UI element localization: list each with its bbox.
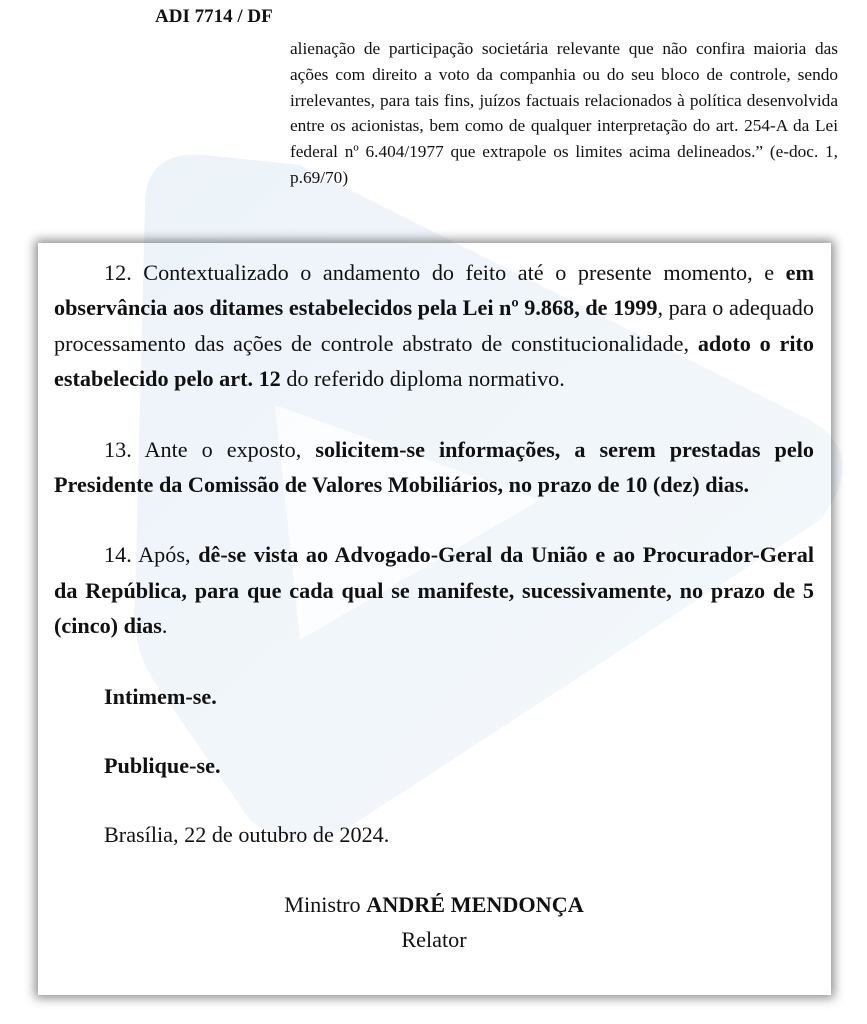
case-header: ADI 7714 / DF	[155, 6, 273, 27]
p13-text-a: 13. Ante o exposto,	[104, 436, 316, 462]
decision-card	[38, 243, 831, 995]
paragraph-14	[54, 537, 814, 643]
p13-bold-b: solicitem-se informações, a serem prestadas pelo Presidente da Comissão de Valores Mobiliários, no prazo de 10 (dez) dias.	[54, 436, 814, 498]
date-line: Brasília, 22 de outubro de 2024.	[104, 822, 390, 848]
signature-line	[54, 887, 814, 922]
intimem-line	[54, 679, 814, 714]
p12-text-e: do referido diploma normativo.	[280, 366, 565, 392]
p12-bold-b: em observância aos ditames estabelecidos pela Lei nº 9.868, de 1999	[54, 260, 814, 321]
signature-role: Relator	[401, 927, 467, 953]
p12-bold-d: adoto o rito estabelecido pelo art. 12	[54, 330, 814, 392]
intimem-text: Intimem-se.	[104, 683, 217, 709]
p14-text-c: .	[161, 613, 168, 639]
p14-bold-b: dê-se vista ao Advogado-Geral da União e ao Procurador-Geral da República, para que cada qual se manifeste, sucessivamente, no prazo de 5 (cinco) dias	[54, 542, 814, 639]
p12-text-a: 12. Contextualizado o andamento do feito até o presente momento, e	[104, 260, 786, 285]
signature-name: ANDRÉ MENDONÇA	[366, 891, 584, 917]
p14-text-a: 14. Após,	[104, 542, 199, 568]
p12-text-c: , para o adequado processamento das ações de controle abstrato de constitucionalidade,	[54, 295, 814, 356]
quoted-excerpt	[290, 36, 838, 191]
publique-line	[54, 748, 814, 783]
paragraph-12	[54, 255, 814, 397]
paragraph-13	[54, 432, 814, 503]
publique-text: Publique-se.	[104, 753, 221, 779]
quote-text: alienação de participação societária relevante que não confira maioria das ações com direito a voto da companhia ou do seu bloco de controle, sendo irrelevantes, para tais fins, juízos factuais relacionados à política desenvolvida entre os acionistas, bem como de qualquer interpretação do art. 254-A da Lei federal nº 6.404/1977 que extrapole os limites acima delineados.” (e-doc. 1, p.69/70)	[290, 39, 838, 187]
signature-prefix: Ministro	[284, 891, 367, 917]
decision-body	[54, 255, 814, 958]
